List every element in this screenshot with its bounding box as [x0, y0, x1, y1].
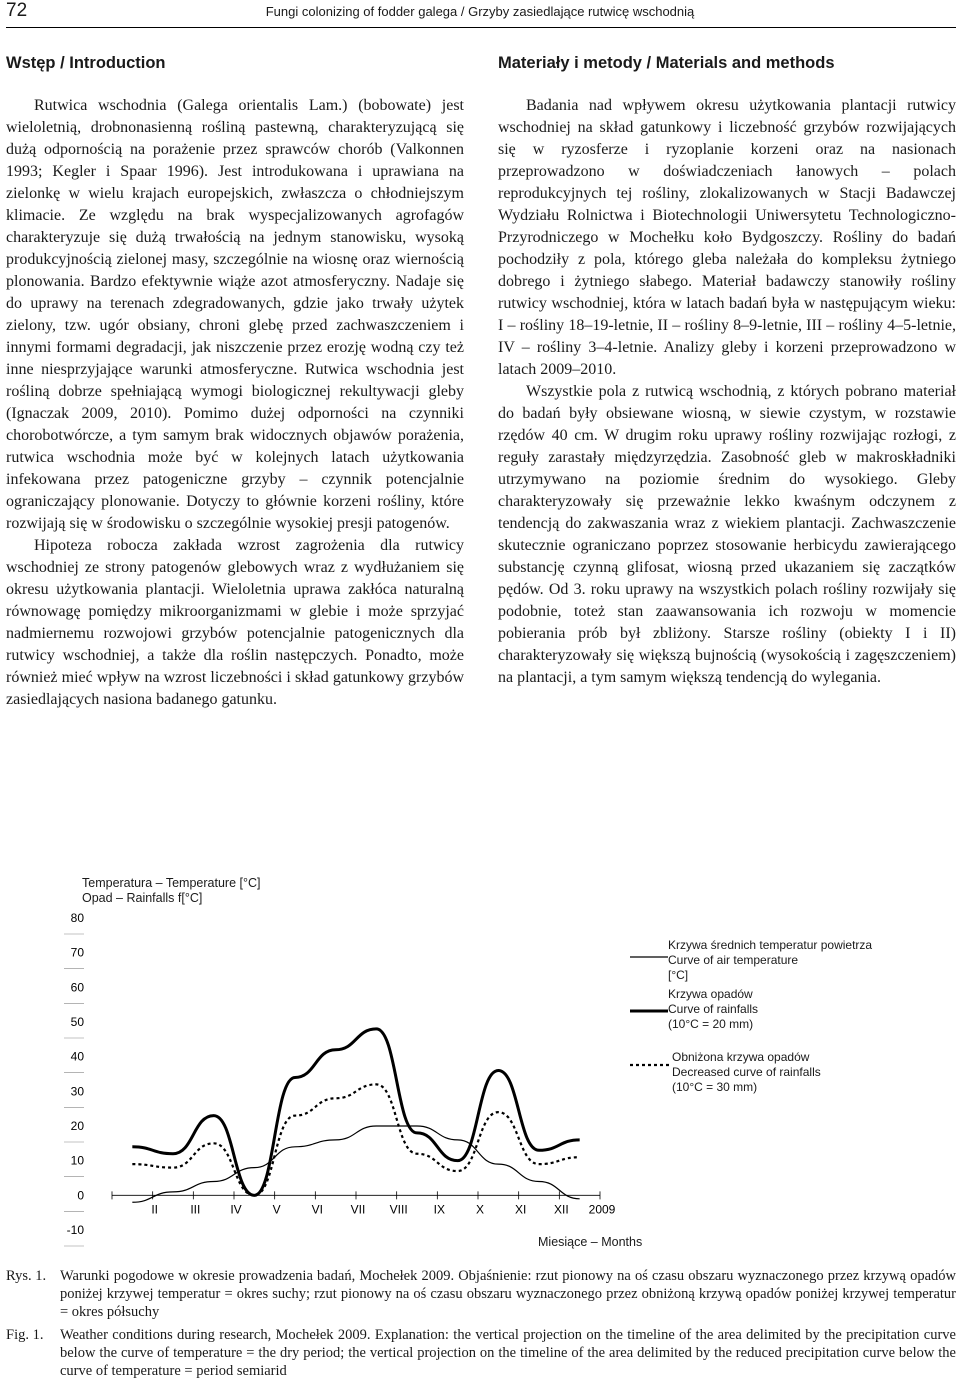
caption-english [6, 1326, 956, 1380]
chart-series [132, 1029, 579, 1202]
y-tick-label: 30 [70, 1084, 84, 1099]
introduction-paragraph: Hipoteza robocza zakłada wzrost zagrożenia dla rutwicy wschodniej ze strony patogenów glebowych wraz z wydłużaniem się okresu użytkowania plantacji. Wieloletnia uprawa zakłóca naturalną równowagę pomiędzy mikroorganizmami w glebie i może sprzyjać nadmiernemu rozwojowi grzybów potencjalnie patogenicznych dla rutwicy wschodniej, a także dla roślin następczych. Ponadto, może również mieć wpływ na wzrost liczebności i skład gatunkowy grzybów zasiedlających nasiona badanego gatunku. [6, 537, 464, 708]
x-tick-label: IX [433, 1202, 446, 1217]
running-title: Fungi colonizing of fodder galega / Grzyby zasiedlające rutwicę wschodnią [265, 4, 695, 19]
legend-line-temperature [630, 955, 670, 959]
x-tick-label: V [272, 1202, 281, 1217]
methods-column [498, 95, 956, 689]
y-tick-label: 80 [70, 911, 84, 925]
legend-label: Decreased curve of rainfalls [672, 1065, 821, 1079]
y-tick-label: -10 [66, 1223, 84, 1237]
legend-temperature [668, 938, 872, 983]
legend-line-rainfall [630, 1008, 670, 1014]
x-tick-label: VI [311, 1202, 324, 1217]
caption-text: Warunki pogodowe w okresie prowadzenia badań, Mochełek 2009. Objaśnienie: rzut pionowy na oś czasu obszaru wyznaczonego przez krzywą opadów poniżej krzywej temperatur = okres suchy; rzut pionowy na oś czasu obszaru wyznaczonego przez obniżoną krzywą opadów poniżej krzywej temperatur = okres półsuchy [60, 1268, 956, 1320]
legend-label: [°C] [668, 968, 689, 982]
x-tick-label: XI [514, 1202, 527, 1217]
legend-label: (10°C = 20 mm) [668, 1017, 754, 1031]
series-line-dotted [132, 1084, 579, 1195]
x-tick-label: XII [553, 1202, 569, 1217]
legend-rainfall [668, 987, 758, 1032]
caption-polish [6, 1267, 956, 1321]
legend-label: Krzywa średnich temperatur powietrza [668, 938, 873, 952]
header-divider [6, 27, 956, 28]
x-tick-label: II [151, 1202, 159, 1217]
y-tick-label: 70 [70, 945, 84, 960]
x-tick-label: X [475, 1202, 485, 1217]
legend-label: Curve of air temperature [668, 953, 799, 967]
section-heading-methods: Materiały i metody / Materials and methods [498, 54, 835, 72]
y-tick-label: 60 [70, 980, 84, 995]
section-heading-introduction: Wstęp / Introduction [6, 54, 166, 72]
legend-label: (10°C = 30 mm) [672, 1080, 758, 1094]
x-tick-label: IV [230, 1202, 242, 1217]
legend-label: Obniżona krzywa opadów [672, 1050, 810, 1064]
series-line-thick [132, 1029, 579, 1195]
x-axis-title: Miesiące – Months [538, 1235, 643, 1249]
x-tick-label: 2009 [588, 1202, 616, 1217]
y-tick-label: 50 [70, 1015, 84, 1029]
x-tick-label: VIII [389, 1202, 408, 1217]
y-tick-label: 0 [77, 1188, 84, 1203]
introduction-column [6, 95, 464, 711]
legend-label: Curve of rainfalls [668, 1002, 759, 1016]
page-number: 72 [6, 0, 28, 21]
y-tick-label: 20 [70, 1119, 84, 1133]
y-tick-label: 40 [70, 1049, 84, 1064]
caption-label: Fig. 1. [6, 1327, 44, 1343]
introduction-paragraph: Rutwica wschodnia (Galega orientalis Lam.) (bobowate) jest wieloletnią, drobnonasienną rośliną pastewną, charakteryzującą się dużą odpornością na porażenie przez sprawców chorób (Valkonnen 1993; Kegler i Spaar 1996). Jest introdukowana i uprawiana na zielonkę w wielu krajach europejskich, zwłaszcza o chłodniejszym klimacie. Ze względu na brak wyspecjalizowanych agrofagów charakteryzuje się dużą trwałością na jednym stanowisku, wysoką produkcyjnością zielonej masy, szczególnie na wiosnę oraz wiernością plonowania. Bardzo efektywnie wiąże azot atmosferyczny. Nadaje się do uprawy na terenach zdegradowanych, gdzie jako trwały użytek zielony, tzw. ugór obsiany, chroni glebę przed zachwaszczeniem i innymi formami degradacji, jak niszczenie przez erozję wodną czy też inne niesprzyjające warunki atmosferyczne. Rutwica wschodnia jest rośliną dobrze spełniającą wymogi biologicznej rekultywacji gleby (Ignaczak 2009, 2010). Pomimo dużej odporności na czynniki chorobotwórcze, a tym samym brak widocznych objawów porażenia, rutwica wschodnia może być w kolejnych latach użytkowania infekowana przez patogeniczne grzyby – czynnik potencjalnie ograniczający plonowanie. Dotyczy to głównie korzeni rośliny, które rozwijają się w środowisku o szczególnie wysokiej presji patogenów. [6, 97, 464, 532]
caption-text: Weather conditions during research, Mochełek 2009. Explanation: the vertical projection on the timeline of the area delimited by the precipitation curve below the curve of temperature = the dry period; the vertical projection on the timeline of the area delimited by the reduced precipitation curve below the curve of temperature = period semiarid [60, 1327, 956, 1379]
y-axis-title-rainfall: Opad – Rainfalls f[°C] [82, 891, 203, 905]
legend-reduced [672, 1050, 821, 1095]
chart-grid [64, 934, 600, 1246]
series-line-thin [132, 1126, 579, 1202]
chart-ticks [67, 911, 616, 1237]
x-tick-label: VII [350, 1202, 366, 1217]
caption-label: Rys. 1. [6, 1268, 47, 1284]
legend-line-reduced [630, 1062, 674, 1068]
x-tick-label: III [190, 1202, 201, 1217]
methods-paragraph: Badania nad wpływem okresu użytkowania plantacji rutwicy wschodniej na skład gatunkowy i liczebność grzybów rozwijających się w ryzosferze i ryzoplanie korzeni oraz na nasionach przeprowadzono w doświadczeniach łanowych – polach reprodukcyjnych tej rośliny, zlokalizowanych w Stacji Badawczej Wydziału Rolnictwa i Biotechnologii Uniwersytetu Technologiczno-Przyrodniczego w Mochełku koło Bydgoszczy. Rośliny do badań pochodziły z pola, którego gleba należała do kompleksu żytniego dobrego i żytniego słabego. Materiał badawczy stanowiły rośliny rutwicy wschodniej, która w latach badań była w następującym wieku: I – rośliny 18–19-letnie, II – rośliny 8–9-letnie, III – rośliny 4–5-letnie, IV – rośliny 3–4-letnie. Analizy gleby i korzeni przeprowadzono w latach 2009–2010. [498, 97, 956, 378]
y-tick-label: 10 [70, 1153, 84, 1168]
legend-label: Krzywa opadów [668, 987, 753, 1001]
methods-paragraph: Wszystkie pola z rutwicą wschodnią, z których pobrano materiał do badań były obsiewane wiosną, w siewie czystym, w rozstawie rzędów 40 cm. W drugim roku uprawy rośliny rozwijając rozłogi, z reguły zarastały międzyrzędzia. Zasobność gleb w makroskładniki utrzymywano na poziomie średnim do wysokiego. Gleby charakteryzowały się przeważnie lekko kwaśnym odczynem z tendencją do zakwaszania wraz z wiekiem plantacji. Zachwaszczenie skutecznie ograniczano poprzez stosowanie herbicydu zawierającego substancję czynną glifosat, wiosną przed ukazaniem się zaczątków pędów. Od 3. roku uprawy na wszystkich polach rośliny rozwijały się podobnie, toteż stan zaawansowania ich rozwoju w momencie pobierania prób był zbliżony. Starsze rośliny (obiekty I i II) charakteryzowały się większą bujnością (wysokością i zagęszczeniem) na plantacji, a tym samym większą tendencją do wylegania. [498, 383, 956, 686]
y-axis-title: Temperatura – Temperature [°C] [82, 876, 261, 890]
